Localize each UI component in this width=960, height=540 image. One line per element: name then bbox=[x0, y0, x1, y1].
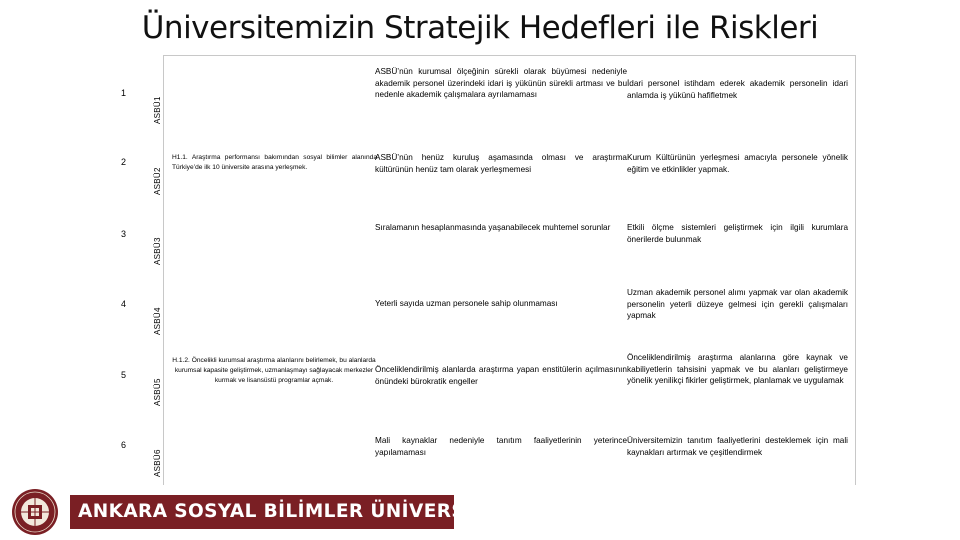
measure-2: Kurum Kültürünün yerleşmesi amacıyla personele yönelik eğitim ve etkinlikler yapmak. bbox=[627, 153, 848, 174]
measure-3: Etkili ölçme sistemleri geliştirmek için ilgili kurumlara önerilerde bulunmak bbox=[627, 223, 848, 244]
row-code: ASBÜ5 bbox=[153, 378, 162, 406]
row-code: ASBÜ4 bbox=[153, 307, 162, 335]
row-number: 2 bbox=[121, 157, 127, 167]
row-code: ASBÜ3 bbox=[153, 237, 162, 265]
row-number: 4 bbox=[121, 299, 127, 309]
risk-1: ASBÜ’nün kurumsal ölçeğinin sürekli olarak büyümesi nedeniyle akademik personel üzerindeki idari iş yükünün sürekli artması ve bu nedenle akademik çalışmalara ayrılamaması bbox=[375, 67, 627, 100]
table-border-top bbox=[163, 55, 856, 56]
risk-3: Sıralamanın hesaplanmasında yaşanabilecek muhtemel sorunlar bbox=[375, 223, 611, 232]
row-code: ASBÜ2 bbox=[153, 167, 162, 195]
table-border-right bbox=[855, 55, 856, 485]
measure-1: İdari personel istihdam ederek akademik personelin idari anlamda iş yükünü hafifletmek bbox=[627, 79, 848, 100]
university-seal-logo bbox=[6, 487, 64, 537]
row-code: ASBÜ1 bbox=[153, 96, 162, 124]
risk-2: ASBÜ’nün henüz kuruluş aşamasında olması ve araştırma kültürünün henüz tam olarak yerleşmemesi bbox=[375, 153, 627, 174]
objective-h12: H.1.2. Öncelikli kurumsal araştırma alanlarını belirlemek, bu alanlarda kurumsal kapasite geliştirmek, uzmanlaşmayı sağlayacak merkezler kurmak ve lisansüstü programlar açmak. bbox=[172, 357, 376, 384]
risk-5: Önceliklendirilmiş alanlarda araştırma yapan enstitülerin açılmasının önündeki bürokratik engeller bbox=[375, 365, 627, 386]
row-number: 1 bbox=[121, 88, 127, 98]
objective-h11: H1.1. Araştırma performansı bakımından sosyal bilimler alanında Türkiye’de ilk 10 üniversite arasına yerleşmek. bbox=[172, 154, 377, 171]
page-title: Üniversitemizin Stratejik Hedefleri ile Riskleri bbox=[141, 10, 819, 46]
measure-5: Önceliklendirilmiş araştırma alanlarına göre kaynak ve kabiliyetlerin tahsisini yapmak ve bu alanları geliştirmeye yönelik yenilikçi fikirler geliştirmek, planlamak ve uygulamak bbox=[627, 353, 848, 386]
measure-6: Üniversitemizin tanıtım faaliyetlerini desteklemek için mali kaynakları artırmak ve çeşitlendirmek bbox=[627, 436, 848, 457]
row-number: 5 bbox=[121, 370, 127, 380]
row-number: 6 bbox=[121, 440, 127, 450]
risk-4: Yeterli sayıda uzman personele sahip olunmaması bbox=[375, 299, 558, 308]
risk-6: Mali kaynaklar nedeniyle tanıtım faaliyetlerinin yeterince yapılamaması bbox=[375, 436, 627, 457]
table-border-left bbox=[163, 55, 164, 485]
row-code: ASBÜ6 bbox=[153, 449, 162, 477]
measure-4: Uzman akademik personel alımı yapmak var olan akademik personelin yeterli düzeye gelmesi için gerekli çalışmaları yapmak bbox=[627, 288, 848, 321]
university-name-banner: ANKARA SOSYAL BİLİMLER ÜNİVERSİTESİ bbox=[70, 495, 454, 529]
row-number: 3 bbox=[121, 229, 127, 239]
